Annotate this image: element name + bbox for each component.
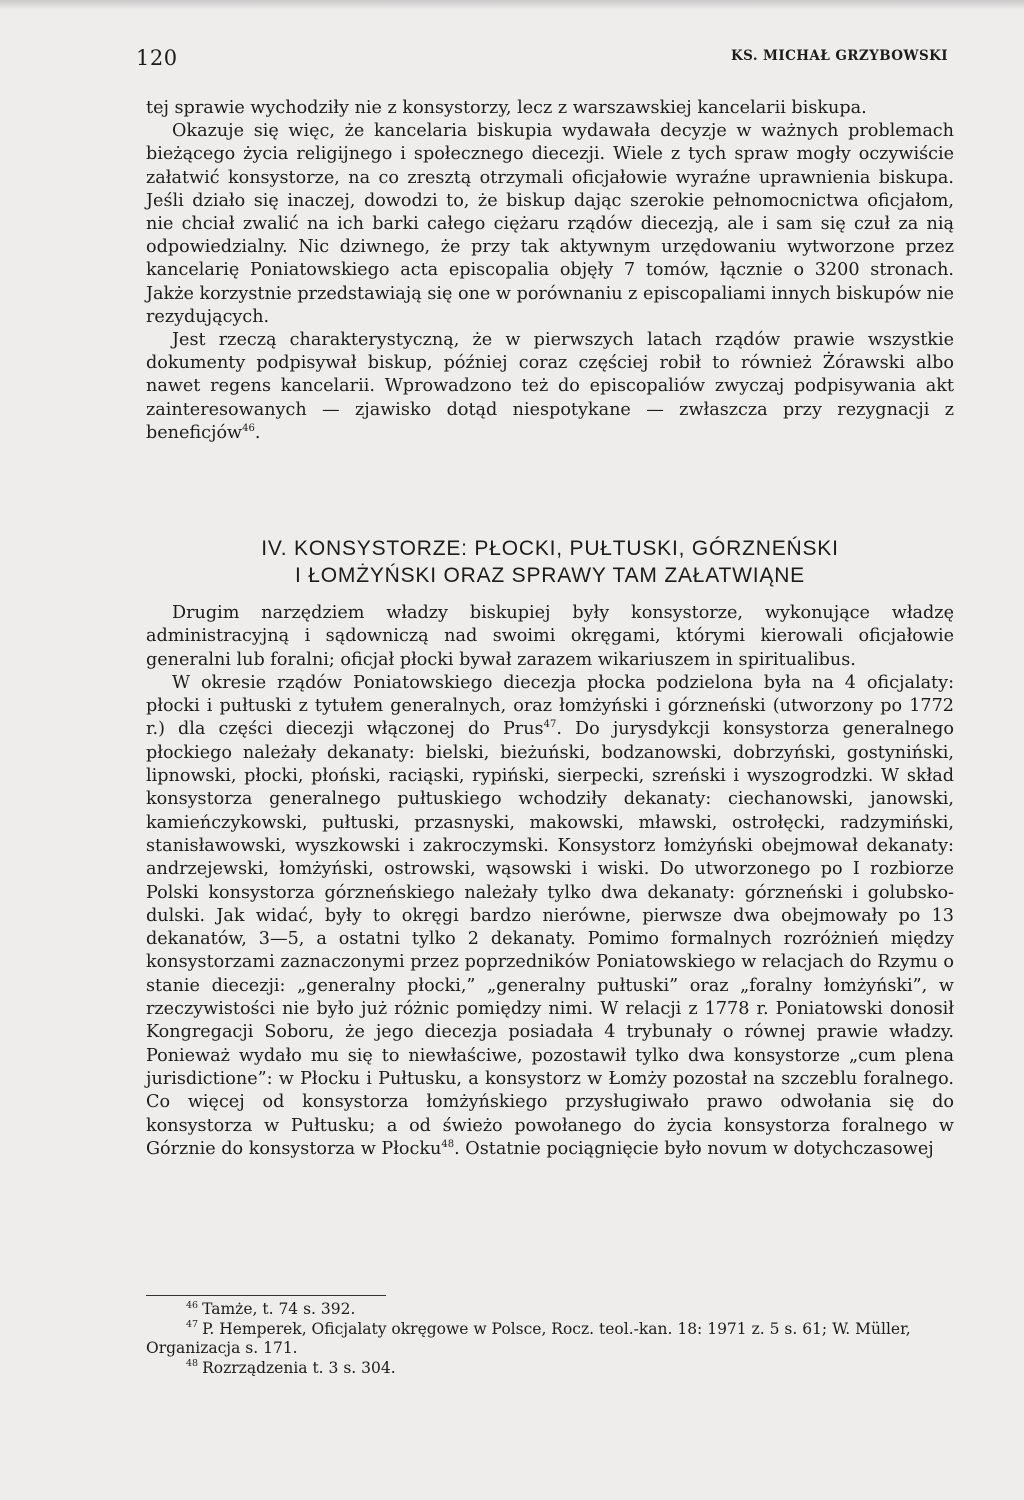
scan-top-edge	[0, 0, 1024, 10]
footnote-text: Rozrządzenia t. 3 s. 304.	[202, 1358, 396, 1377]
footnote-ref-46: 46	[242, 422, 255, 434]
footnote	[146, 1320, 954, 1359]
section-paragraph-2	[146, 672, 954, 1161]
footnotes	[146, 1300, 954, 1378]
footnote-divider	[146, 1295, 386, 1296]
paragraph-1: tej sprawie wychodziły nie z konsystorzy, lecz z warszawskiej kancelarii biskupa.	[146, 98, 867, 118]
paragraph-3	[146, 329, 954, 445]
section-heading-line-1: IV. KONSYSTORZE: PŁOCKI, PUŁTUSKI, GÓRZNEŃSKI	[261, 537, 839, 560]
body-text-section	[146, 602, 954, 1161]
body-text-top	[146, 97, 954, 445]
paragraph-3-text: Jest rzeczą charakterystyczną, że w pierwszych latach rządów prawie wszystkie dokumenty podpisywał biskup, później coraz częściej robił to również Żórawski albo nawet regens kancelarii. Wprowadzono też do episcopaliów zwyczaj podpisywania akt zainteresowanych — zjawisko dotąd niespotykane — zwłaszcza przy rezygnacji z beneficjów	[146, 330, 954, 443]
footnote-text: Tamże, t. 74 s. 392.	[202, 1300, 356, 1318]
paragraph-2: Okazuje się więc, że kancelaria biskupia wydawała decyzje w ważnych problemach bieżącego życia religijnego i społecznego diecezji. Wiele z tych spraw mogły oczywiście załatwić konsystorze, na co zresztą otrzymali oficjałowie wyraźne uprawnienia biskupa. Jeśli działo się inaczej, dowodzi to, że biskup dając szerokie pełnomocnictwa oficjałom, nie chciał zwalić na ich barki całego ciężaru rządów diecezją, ale i sam się czuł za nią odpowiedzialny. Nic dziwnego, że przy tak aktywnym urzędowaniu wytworzone przez kancelarię Poniatowskiego acta episcopalia objęły 7 tomów, łącznie o 3200 stronach. Jakże korzystnie przedstawiają się one w porównaniu z episcopaliami innych biskupów nie rezydujących.	[146, 121, 955, 327]
section-heading	[146, 535, 954, 589]
running-head: KS. MICHAŁ GRZYBOWSKI	[731, 48, 948, 64]
paragraph-3-end: .	[254, 422, 261, 443]
footnote	[146, 1300, 954, 1320]
footnote-ref-47: 47	[543, 719, 557, 731]
section-paragraph-2-part-b: . Do jurysdykcji konsystorza generalnego płockiego należały dekanaty: bielski, bieżuński, bodzanowski, dobrzyński, gostyniński, lipnowski, płocki, płoński, raciąski, rypiński, sierpecki, szreński i wyszogrodzki. W skład konsystorza generalnego pułtuskiego wchodziły dekanaty: ciechanowski, janowski, kamieńczykowski, pułtuski, przasnyski, makowski, mławski, ostrołęcki, radzymiński, stanisławowski, wyszkowski i zakroczymski. Konsystorz łomżyński obejmował dekanaty: andrzejewski, łomżyński, ostrowski, wąsowski i wiski. Do utworzonego po I rozbiorze Polski konsystorza górzneńskiego należały tylko dwa dekanaty: górzneński i golubsko-dulski. Jak widać, były to okręgi bardzo nierówne, pierwsze dwa obejmowały po 13 dekanatów, 3—5, a ostatni tylko 2 dekanaty. Pomimo formalnych rozróżnień między konsystorzami zaznaczonymi przez poprzedników Poniatowskiego w relacjach do Rzymu o stanie diecezji: „generalny płocki,” „generalny pułtuski” oraz „foralny łomżyński”, w rzeczywistości nie było już różnic pomiędzy nimi. W relacji z 1778 r. Poniatowski donosił Kongregacji Soboru, że jego diecezja posiadała 4 trybunały o równej prawie władzy. Ponieważ wydało mu się to niewłaściwe, pozostawił tylko dwa konsystorze „cum plena jurisdictione”: w Płocku i Pułtusku, a konsystorz w Łomży pozostał na szczeblu foralnego. Co więcej od konsystorza łomżyńskiego przysługiwało prawo odwołania się do konsystorza w Pułtusku; a od świeżo powołanego do życia konsystorza foralnego w Górznie do konsystorza w Płocku	[146, 719, 954, 1159]
page-number: 120	[136, 46, 178, 70]
footnote-number: 47	[186, 1319, 199, 1331]
section-paragraph-2-part-c: . Ostatnie pociągnięcie było novum w dotychczasowej	[454, 1138, 934, 1159]
footnote-text: P. Hemperek, Oficjalaty okręgowe w Polsce, Rocz. teol.-kan. 18: 1971 z. 5 s. 61; W. Müller, Organizacja s. 171.	[146, 1319, 911, 1357]
footnote-ref-48: 48	[441, 1138, 455, 1150]
footnote-number: 46	[186, 1299, 199, 1311]
section-paragraph-1: Drugim narzędziem władzy biskupiej były konsystorze, wykonujące władzę administracyjną i sądowniczą nad swoimi okręgami, którymi kierowali oficjałowie generalni lub foralni; oficjał płocki bywał zarazem wikariuszem in spiritualibus.	[146, 603, 954, 670]
section-heading-line-2: I ŁOMŻYŃSKI ORAZ SPRAWY TAM ZAŁATWIĄNE	[295, 564, 805, 587]
footnote-number: 48	[186, 1358, 199, 1370]
footnote	[146, 1359, 954, 1379]
section-paragraph-2-part-a: W okresie rządów Poniatowskiego diecezja płocka podzielona była na 4 oficjalaty: płocki i pułtuski z tytułem generalnych, oraz łomżyński i górzneński (utworzony po 1772 r.) dla części diecezji włączonej do Prus	[146, 672, 954, 740]
